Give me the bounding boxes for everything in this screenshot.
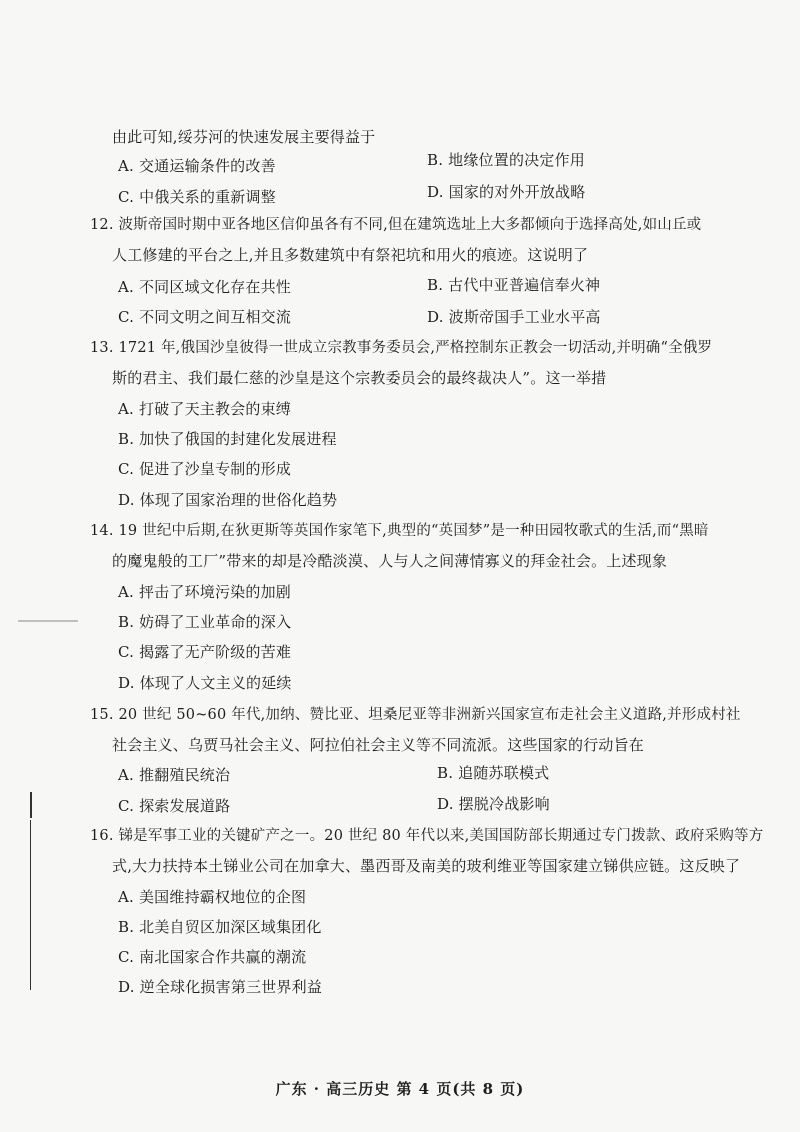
- q13-option-c: C. 促进了沙皇专制的形成: [118, 460, 292, 478]
- q16-option-b: B. 北美自贸区加深区域集团化: [118, 918, 322, 936]
- q12-option-b: B. 古代中亚普遍信奉火神: [427, 276, 601, 294]
- q13-stem-line1: 13. 1721 年,俄国沙皇彼得一世成立宗教事务委员会,严格控制东正教会一切活动,并明确“全俄罗: [90, 340, 713, 356]
- q16-stem-line2: 式,大力扶持本土锑业公司在加拿大、墨西哥及南美的玻利维亚等国家建立锑供应链。这反映了: [112, 857, 741, 875]
- q13-option-a: A. 打破了天主教会的束缚: [118, 400, 291, 418]
- q12-option-d: D. 波斯帝国手工业水平高: [427, 308, 601, 326]
- q12-option-c: C. 不同文明之间互相交流: [118, 308, 292, 326]
- q11-option-a: A. 交通运输条件的改善: [118, 157, 276, 175]
- q13-stem-line2: 斯的君主、我们最仁慈的沙皇是这个宗教委员会的最终裁决人”。这一举措: [112, 369, 607, 387]
- q15-option-b: B. 追随苏联模式: [437, 764, 550, 782]
- scan-speck: [18, 620, 78, 622]
- q15-stem-line2: 社会主义、乌贾马社会主义、阿拉伯社会主义等不同流派。这些国家的行动旨在: [112, 736, 645, 754]
- binding-mark: [30, 820, 31, 990]
- q14-option-c: C. 揭露了无产阶级的苦难: [118, 643, 292, 661]
- q12-option-a: A. 不同区域文化存在共性: [118, 278, 291, 296]
- binding-mark: [30, 792, 32, 818]
- q11-stem: 由此可知,绥芬河的快速发展主要得益于: [112, 128, 376, 146]
- q14-stem-line1: 14. 19 世纪中后期,在狄更斯等英国作家笔下,典型的“英国梦”是一种田园牧歌式的生活,而“黑暗: [90, 523, 709, 539]
- q16-stem-line1: 16. 锑是军事工业的关键矿产之一。20 世纪 80 年代以来,美国国防部长期通过专门拨款、政府采购等方: [90, 828, 764, 844]
- q11-option-c: C. 中俄关系的重新调整: [118, 188, 276, 206]
- q11-option-b: B. 地缘位置的决定作用: [427, 151, 585, 169]
- q14-option-d: D. 体现了人文主义的延续: [118, 674, 292, 692]
- q13-option-b: B. 加快了俄国的封建化发展进程: [118, 430, 337, 448]
- q16-option-a: A. 美国维持霸权地位的企图: [118, 888, 307, 906]
- q16-option-c: C. 南北国家合作共赢的潮流: [118, 948, 307, 966]
- q12-stem-line1: 12. 波斯帝国时期中亚各地区信仰虽各有不同,但在建筑选址上大多都倾向于选择高处,如山丘或: [90, 217, 702, 233]
- q15-option-a: A. 推翻殖民统治: [118, 766, 231, 784]
- q15-option-d: D. 摆脱冷战影响: [437, 795, 550, 813]
- q15-option-c: C. 探索发展道路: [118, 797, 231, 815]
- q11-option-d: D. 国家的对外开放战略: [427, 183, 586, 201]
- page-footer: 广东 · 高三历史 第 4 页(共 8 页): [275, 1080, 525, 1098]
- q14-option-b: B. 妨碍了工业革命的深入: [118, 613, 292, 631]
- q15-stem-line1: 15. 20 世纪 50~60 年代,加纳、赞比亚、坦桑尼亚等非洲新兴国家宣布走社会主义道路,并形成村社: [90, 707, 741, 723]
- q13-option-d: D. 体现了国家治理的世俗化趋势: [118, 491, 338, 509]
- q14-option-a: A. 抨击了环境污染的加剧: [118, 583, 291, 601]
- q12-stem-line2: 人工修建的平台之上,并且多数建筑中有祭祀坑和用火的痕迹。这说明了: [112, 246, 589, 264]
- q14-stem-line2: 的魔鬼般的工厂”带来的却是冷酷淡漠、人与人之间薄情寡义的拜金社会。上述现象: [112, 552, 668, 570]
- q16-option-d: D. 逆全球化损害第三世界利益: [118, 978, 323, 996]
